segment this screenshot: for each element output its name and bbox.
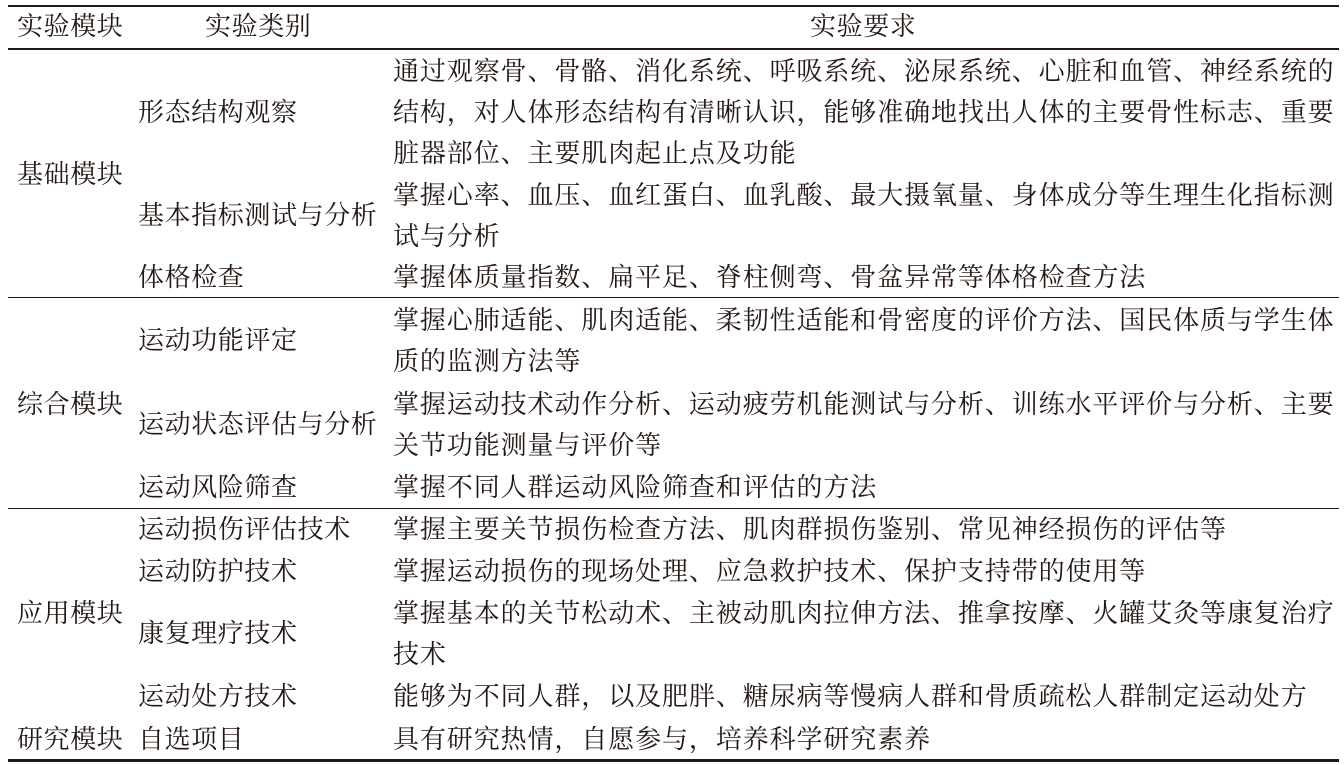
table-row [0,552,1344,593]
category-cell: 运动损伤评估技术 [138,515,351,545]
header-category: 实验类别 [205,12,312,42]
table-row [0,594,1344,676]
requirement-line: 掌握运动技术动作分析、运动疲劳机能测试与分析、训练水平评价与分析、主要 [393,390,1335,420]
module-cell: 基础模块 [17,160,124,190]
table-group-research [0,720,1344,760]
requirement-line: 结构，对人体形态结构有清晰认识，能够准确地找出人体的主要骨性标志、重要 [393,98,1335,128]
table-header-row [0,7,1344,48]
requirement-cell [393,510,1227,551]
requirement-line: 脏器部位、主要肌肉起止点及功能 [393,139,797,169]
module-cell: 应用模块 [17,599,124,629]
requirement-cell [393,52,1335,175]
requirement-cell [393,468,877,509]
requirement-cell [393,258,1146,299]
table-group-application [0,509,1344,718]
requirement-line: 掌握心肺适能、肌肉适能、柔韧性适能和骨密度的评价方法、国民体质与学生体 [393,306,1335,336]
module-cell: 综合模块 [17,390,124,420]
requirement-line: 掌握不同人群运动风险筛查和评估的方法 [393,473,878,503]
requirement-line: 掌握主要关节损伤检查方法、肌肉群损伤鉴别、常见神经损伤的评估等 [393,515,1227,545]
requirement-line: 关节功能测量与评价等 [393,431,663,461]
table-row [0,677,1344,718]
requirement-line: 掌握运动损伤的现场处理、应急救护技术、保护支持带的使用等 [393,557,1147,587]
table-row [0,510,1344,551]
requirement-line: 掌握基本的关节松动术、主被动肌肉拉伸方法、推拿按摩、火罐艾灸等康复治疗 [393,599,1335,629]
requirement-line: 质的监测方法等 [393,347,582,377]
category-cell: 运动状态评估与分析 [138,410,378,440]
category-cell: 体格检查 [138,263,245,293]
table-row [0,468,1344,509]
category-cell: 康复理疗技术 [138,619,298,649]
table-row [0,385,1344,467]
requirement-line: 掌握心率、血压、血红蛋白、血乳酸、最大摄氧量、身体成分等生理生化指标测 [393,181,1335,211]
requirement-line: 试与分析 [393,222,501,252]
requirement-cell [393,552,1146,593]
category-cell: 基本指标测试与分析 [138,201,378,231]
table-group-basic [0,49,1344,297]
requirement-cell [393,677,1308,718]
requirement-line: 通过观察骨、骨骼、消化系统、呼吸系统、泌尿系统、心脏和血管、神经系统的 [393,57,1335,87]
requirement-line: 掌握体质量指数、扁平足、脊柱侧弯、骨盆异常等体格检查方法 [393,263,1147,293]
header-requirement: 实验要求 [810,12,917,42]
requirement-cell [393,301,1335,383]
requirement-line: 具有研究热情，自愿参与，培养科学研究素养 [393,725,932,755]
category-cell: 自选项目 [138,725,245,755]
requirement-cell [393,720,931,761]
header-module: 实验模块 [17,12,124,42]
table-row [0,301,1344,383]
table-row [0,176,1344,258]
requirement-cell [393,385,1335,467]
category-cell: 形态结构观察 [138,98,298,128]
requirement-line: 技术 [393,640,447,670]
module-cell: 研究模块 [17,725,124,755]
table-row [0,52,1344,175]
requirement-line: 能够为不同人群，以及肥胖、糖尿病等慢病人群和骨质疏松人群制定运动处方 [393,682,1308,712]
table-row [0,258,1344,299]
requirement-cell [393,176,1335,258]
category-cell: 运动处方技术 [138,682,298,712]
category-cell: 运动防护技术 [138,557,298,587]
table-group-comprehensive [0,299,1344,507]
table-row [0,720,1344,760]
category-cell: 运动风险筛查 [138,473,298,503]
category-cell: 运动功能评定 [138,326,298,356]
requirement-cell [393,594,1335,676]
